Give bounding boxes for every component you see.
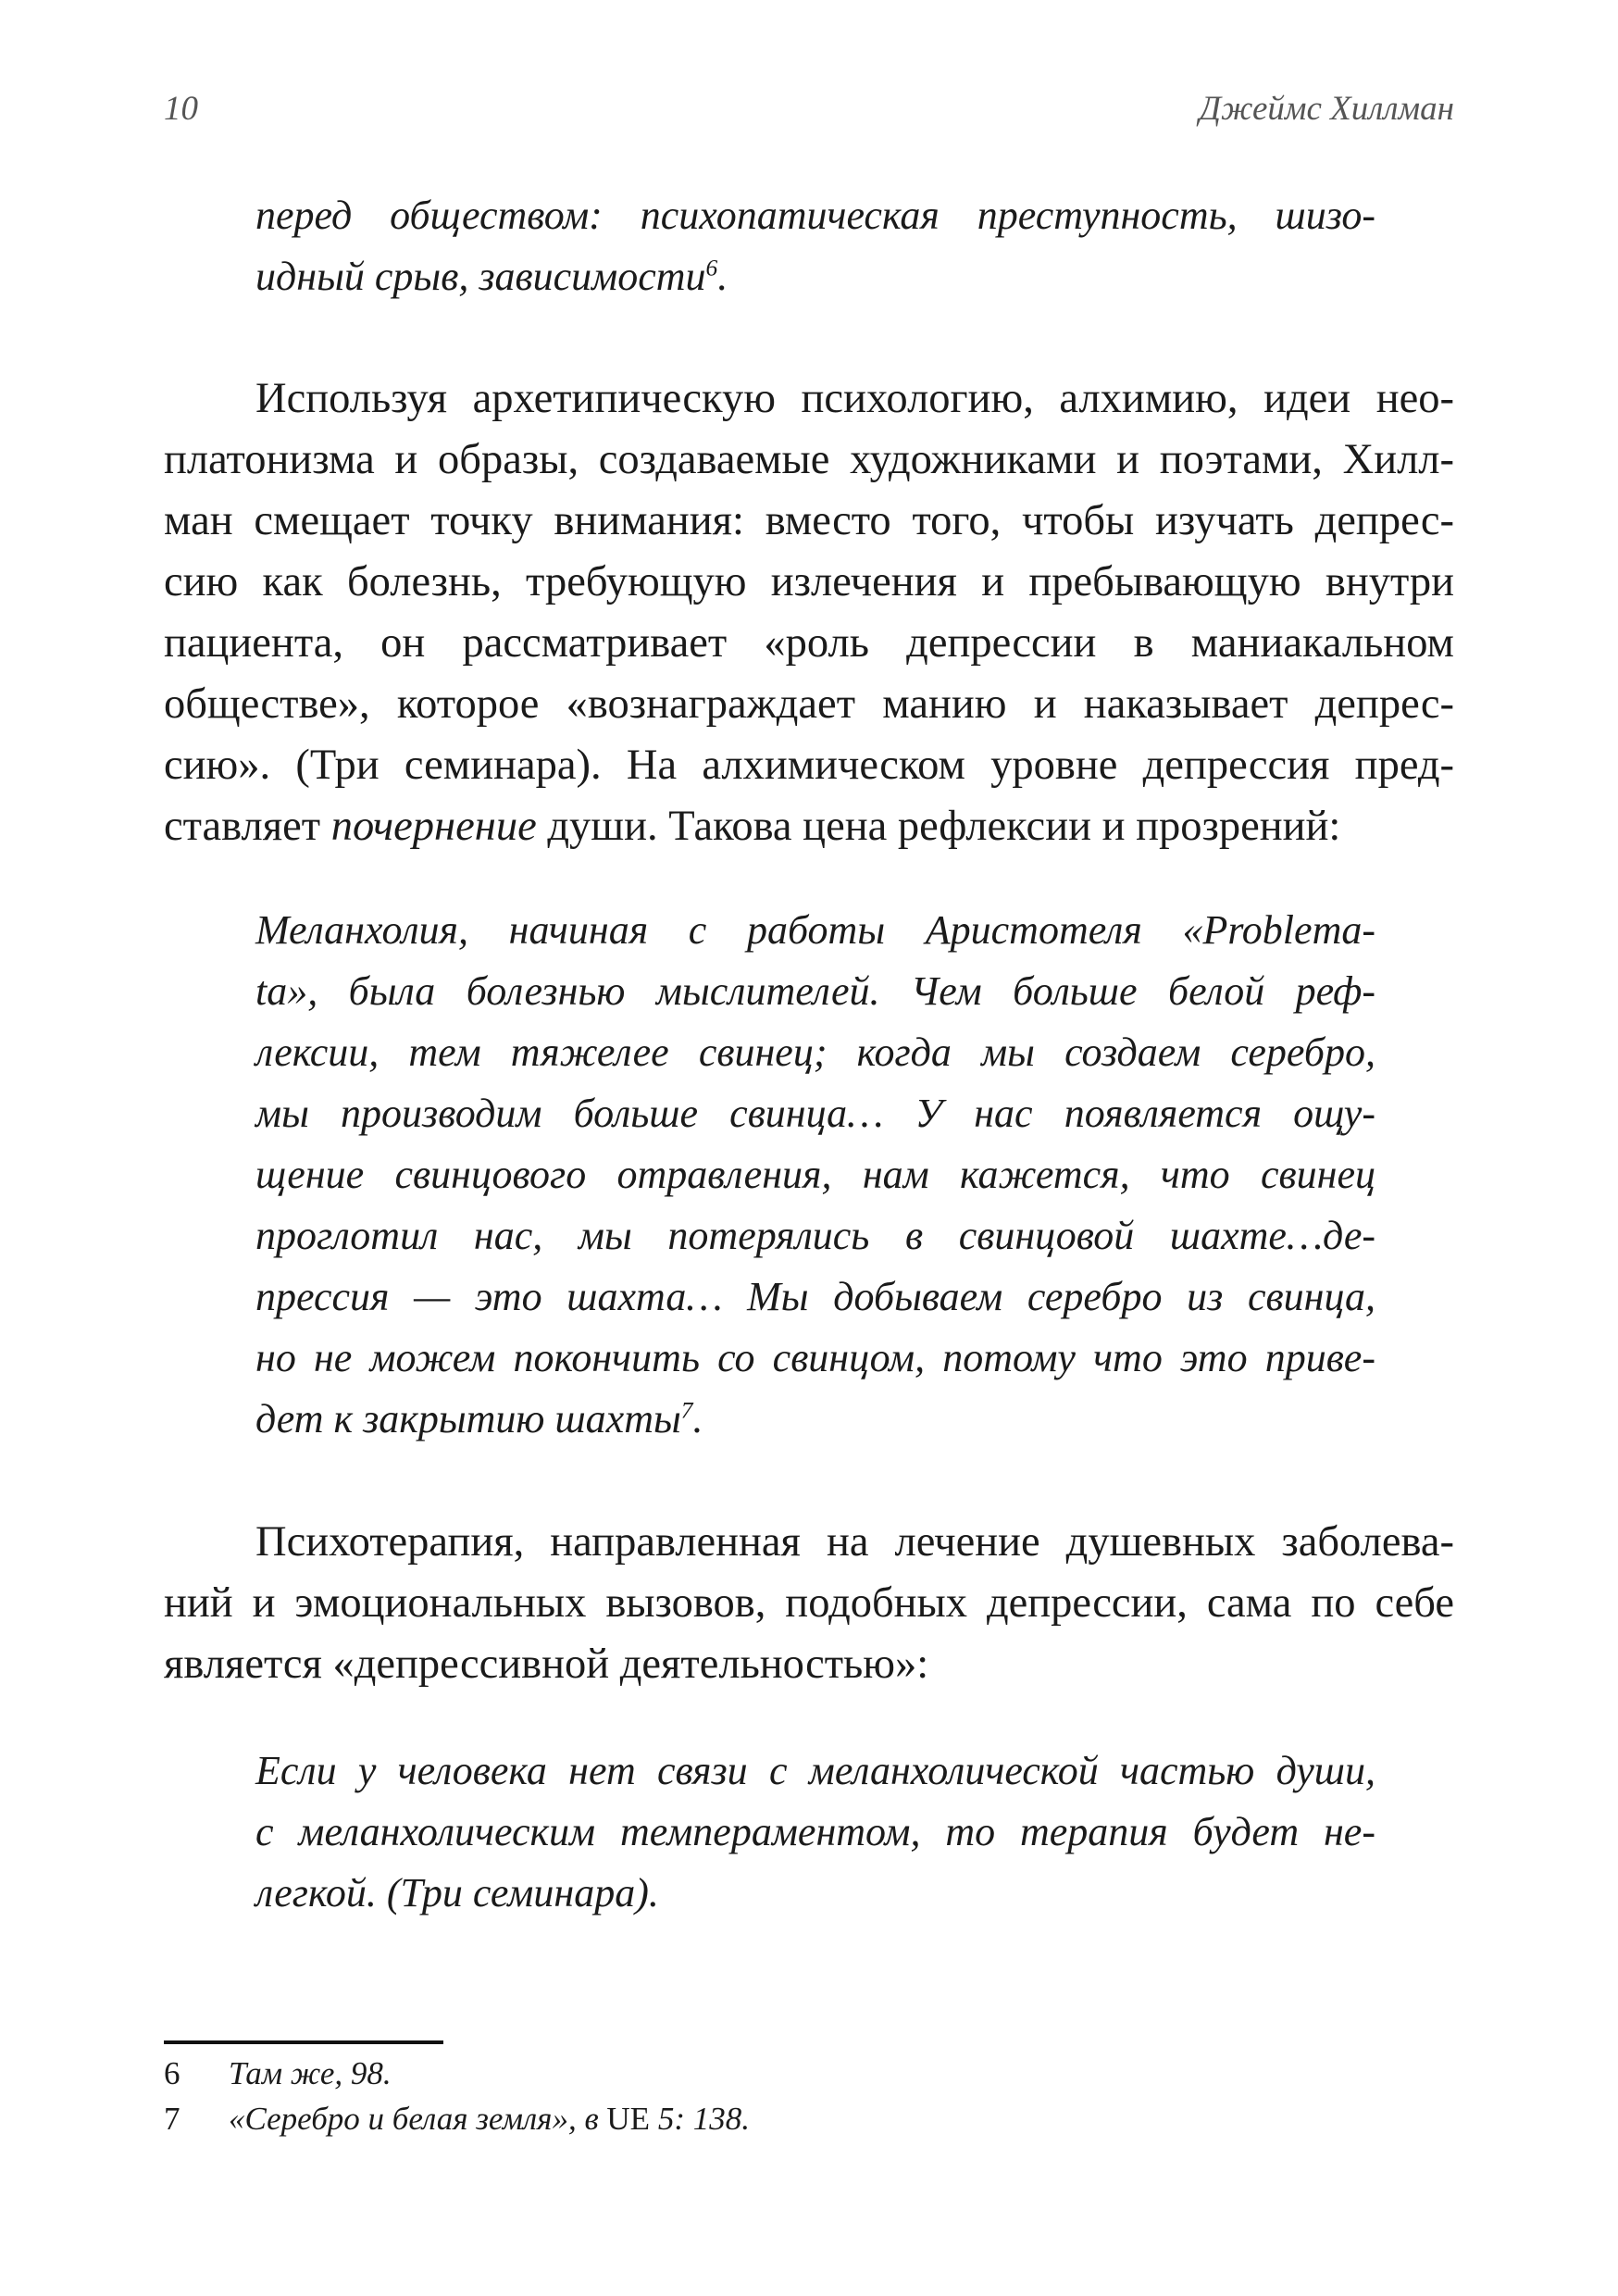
quote-1-line: перед обществом: психопатическая преступность, шизо-	[255, 193, 1375, 238]
emphasis-term: почернение	[330, 803, 537, 850]
block-quote-1	[255, 185, 1375, 307]
footnote-7	[164, 2097, 1367, 2141]
quote-3-line: Если у человека нет связи с меланхолической частью души,	[255, 1748, 1375, 1793]
quote-3-line: с меланхолическим темпераментом, то терапия будет не-	[255, 1809, 1375, 1854]
footnote-ref-7[interactable]: 7	[680, 1396, 693, 1424]
quote-3-line: легкой. (Три семинара).	[255, 1870, 659, 1915]
quote-1-line: идный срыв, зависимости$^6$.	[255, 254, 728, 299]
paragraph-line: является «депрессивной деятельностью»:	[164, 1641, 929, 1688]
footnote-source-code: UE	[606, 2101, 651, 2137]
footnote-number: 7	[164, 2101, 180, 2137]
paragraph-line: Используя архетипическую психологию, алхимию, идеи нео-	[255, 375, 1454, 422]
footnote-6	[164, 2052, 1367, 2096]
quote-2-line: прессия — это шахта… Мы добываем серебро из свинца,	[255, 1274, 1375, 1319]
paragraph-1	[164, 368, 1454, 857]
paragraph-line: платонизма и образы, создаваемые художниками и поэтами, Хилл-	[164, 436, 1454, 483]
footnote-number: 6	[164, 2055, 180, 2091]
paragraph-line: сию». (Три семинара). На алхимическом уровне депрессия пред-	[164, 742, 1454, 789]
page-number: 10	[164, 90, 198, 128]
paragraph-line: ний и эмоциональных вызовов, подобных депрессии, сама по себе	[164, 1579, 1454, 1627]
quote-2-line: ta», была болезнью мыслителей. Чем больше белой реф-	[255, 968, 1375, 1014]
quote-2-line: дет к закрытию шахты$^7$.	[255, 1396, 703, 1441]
block-quote-2	[255, 900, 1375, 1450]
footnote-separator	[164, 2040, 443, 2044]
quote-2-line: мы производим больше свинца… У нас появляется ощу-	[255, 1091, 1375, 1136]
block-quote-3	[255, 1741, 1375, 1924]
paragraph-line: обществе», которое «вознаграждает манию и наказывает депрес-	[164, 680, 1454, 728]
quote-2-line: но не можем покончить со свинцом, потому что это приве-	[255, 1335, 1375, 1380]
quote-2-line: щение свинцового отравления, нам кажется, что свинец	[255, 1152, 1375, 1197]
paragraph-line: пациента, он рассматривает «роль депрессии в маниакальном	[164, 619, 1454, 667]
footnote-ref-6[interactable]: 6	[705, 254, 718, 281]
paragraph-line: сию как болезнь, требующую излечения и пребывающую внутри	[164, 558, 1454, 605]
footnote-text: «Серебро и белая земля», в	[229, 2101, 607, 2137]
running-title: Джеймс Хиллман	[1199, 90, 1454, 128]
footnote-text: 5: 138.	[650, 2101, 750, 2137]
paragraph-line: Психотерапия, направленная на лечение душевных заболева-	[255, 1518, 1454, 1566]
quote-2-line: Меланхолия, начиная с работы Аристотеля «Problema-	[255, 907, 1375, 953]
quote-2-line: лексии, тем тяжелее свинец; когда мы создаем серебро,	[255, 1029, 1375, 1075]
footnote-text: Там же, 98.	[229, 2055, 392, 2091]
paragraph-line: ман смещает точку внимания: вместо того, чтобы изучать депрес-	[164, 497, 1454, 544]
quote-2-line: проглотил нас, мы потерялись в свинцовой шахте…де-	[255, 1213, 1375, 1258]
paragraph-2	[164, 1512, 1454, 1695]
paragraph-line: ставляет почернение души. Такова цена рефлексии и прозрений:	[164, 803, 1341, 850]
